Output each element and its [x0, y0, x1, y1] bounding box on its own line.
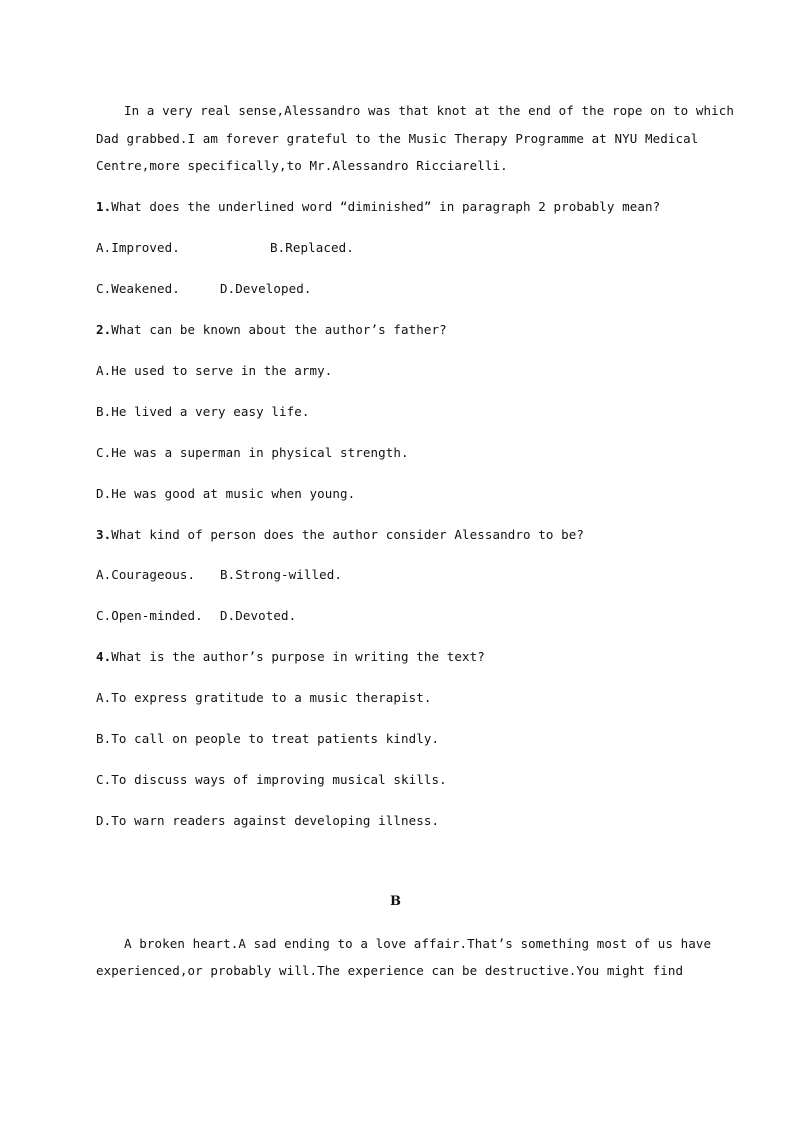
option-d[interactable]: D.Devoted.	[220, 608, 297, 623]
question-number: 2.	[96, 322, 112, 337]
question-text: What does the underlined word “diminished” in paragraph 2 probably mean?	[111, 199, 661, 214]
option-c[interactable]: C.Weakened.	[96, 281, 180, 296]
question-number: 1.	[96, 199, 112, 214]
option-a[interactable]: A.Improved.	[96, 240, 180, 255]
passage-a-line-2: Dad grabbed.I am forever grateful to the Music Therapy Programme at NYU Medical	[96, 131, 699, 146]
question-3	[96, 527, 584, 543]
passage-a-line-3: Centre,more specifically,to Mr.Alessandro Ricciarelli.	[96, 158, 508, 173]
question-4-option-a[interactable]: A.To express gratitude to a music therapist.	[96, 690, 432, 705]
question-number: 4.	[96, 649, 112, 664]
section-b-line-2: experienced,or probably will.The experience can be destructive.You might find	[96, 963, 684, 978]
passage-a-line-1: In a very real sense,Alessandro was that knot at the end of the rope on to which	[124, 103, 735, 118]
question-2-option-a[interactable]: A.He used to serve in the army.	[96, 363, 333, 378]
question-1	[96, 199, 660, 215]
question-4-option-c[interactable]: C.To discuss ways of improving musical skills.	[96, 772, 447, 787]
option-d[interactable]: D.Developed.	[220, 281, 312, 296]
option-a[interactable]: A.Courageous.	[96, 567, 196, 582]
section-b-heading: B	[390, 894, 401, 909]
option-b[interactable]: B.Replaced.	[270, 240, 354, 255]
question-2-option-d[interactable]: D.He was good at music when young.	[96, 486, 356, 501]
question-4-option-b[interactable]: B.To call on people to treat patients kindly.	[96, 731, 440, 746]
section-b-line-1: A broken heart.A sad ending to a love affair.That’s something most of us have	[124, 936, 712, 951]
option-b[interactable]: B.Strong-willed.	[220, 567, 343, 582]
question-3-options-row-1	[96, 567, 343, 583]
question-1-options-row-1	[96, 240, 354, 256]
question-2-option-b[interactable]: B.He lived a very easy life.	[96, 404, 310, 419]
question-2-option-c[interactable]: C.He was a superman in physical strength.	[96, 445, 409, 460]
question-4	[96, 649, 485, 665]
question-4-option-d[interactable]: D.To warn readers against developing illness.	[96, 813, 440, 828]
question-text: What is the author’s purpose in writing the text?	[111, 649, 485, 664]
option-c[interactable]: C.Open-minded.	[96, 608, 203, 623]
question-2	[96, 322, 447, 338]
question-number: 3.	[96, 527, 112, 542]
question-3-options-row-2	[96, 608, 297, 624]
question-text: What can be known about the author’s father?	[111, 322, 447, 337]
question-1-options-row-2	[96, 281, 312, 297]
question-text: What kind of person does the author consider Alessandro to be?	[111, 527, 585, 542]
